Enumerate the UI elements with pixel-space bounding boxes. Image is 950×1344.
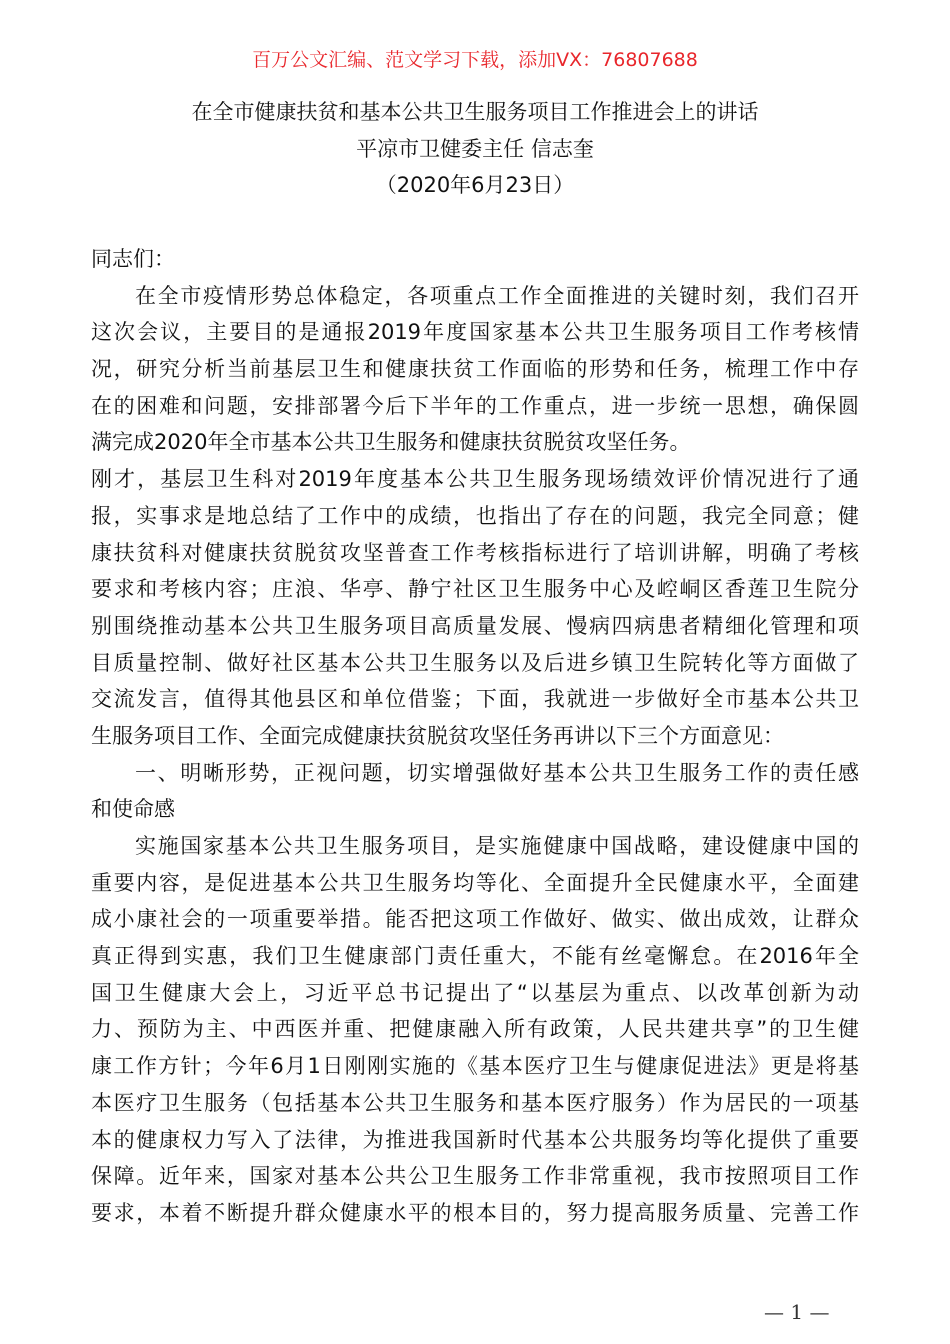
text-line: 实施国家基本公共卫生服务项目，是实施健康中国战略，建设健康中国的: [135, 834, 859, 858]
text-line: 真正得到实惠，我们卫生健康部门责任重大，不能有丝毫懈怠。在2016年全: [91, 944, 859, 969]
watermark-banner: 百万公文汇编、范文学习下载，添加VX：76807688: [252, 49, 698, 71]
text-line: 别围绕推动基本公共卫生服务项目高质量发展、慢病四病患者精细化管理和项: [91, 613, 859, 638]
text-line: 在全市疫情形势总体稳定，各项重点工作全面推进的关键时刻，我们召开: [135, 283, 859, 308]
page-number: — 1 —: [764, 1300, 830, 1324]
text-line: 国卫生健康大会上，习近平总书记提出了“以基层为重点、以改革创新为动: [91, 980, 859, 1005]
document-body: [91, 241, 859, 1232]
text-line: 况，研究分析当前基层卫生和健康扶贫工作面临的形势和任务，梳理工作中存: [91, 357, 859, 382]
paragraph: [91, 755, 859, 828]
text-line: 重要内容，是促进基本公共卫生服务均等化、全面提升全民健康水平，全面建: [91, 870, 859, 895]
text-line: 这次会议，主要目的是通报2019年度国家基本公共卫生服务项目工作考核情: [91, 320, 859, 345]
paragraph: [91, 828, 859, 1232]
text-line: 在的困难和问题，安排部署今后下半年的工作重点，进一步统一思想，确保圆: [91, 393, 859, 418]
text-line: 一、明晰形势，正视问题，切实增强做好基本公共卫生服务工作的责任感: [135, 760, 859, 785]
document-title: 在全市健康扶贫和基本公共卫生服务项目工作推进会上的讲话: [191, 100, 759, 124]
text-line: 本医疗卫生服务（包括基本公共卫生服务和基本医疗服务）作为居民的一项基: [91, 1090, 859, 1115]
text-line: 保障。近年来，国家对基本公共公卫生服务工作非常重视，我市按照项目工作: [91, 1164, 859, 1189]
document-author: 平凉市卫健委主任 信志奎: [356, 137, 594, 161]
paragraph: [91, 278, 859, 461]
text-line: 本的健康权力写入了法律，为推进我国新时代基本公共服务均等化提供了重要: [91, 1127, 859, 1152]
text-line: 生服务项目工作、全面完成健康扶贫脱贫攻坚任务再讲以下三个方面意见：: [91, 723, 784, 748]
text-line: 成小康社会的一项重要举措。能否把这项工作做好、做实、做出成效，让群众: [91, 907, 859, 932]
text-line: 交流发言，值得其他县区和单位借鉴；下面，我就进一步做好全市基本公共卫: [91, 687, 859, 712]
paragraph: [91, 461, 859, 755]
text-line: 报，实事求是地总结了工作中的成绩，也指出了存在的问题，我完全同意；健: [91, 503, 859, 528]
paragraph: [91, 241, 859, 278]
text-line: 康工作方针；今年6月1日刚刚实施的《基本医疗卫生与健康促进法》更是将基: [91, 1054, 859, 1079]
text-line: 力、预防为主、中西医并重、把健康融入所有政策，人民共建共享”的卫生健: [91, 1017, 859, 1042]
text-line: 和使命感: [91, 797, 175, 822]
text-line: 同志们：: [91, 247, 175, 271]
text-line: 刚才，基层卫生科对2019年度基本公共卫生服务现场绩效评价情况进行了通: [91, 467, 859, 492]
document-date: （2020年6月23日）: [375, 173, 575, 197]
text-line: 康扶贫科对健康扶贫脱贫攻坚普查工作考核指标进行了培训讲解，明确了考核: [91, 540, 859, 565]
text-line: 要求，本着不断提升群众健康水平的根本目的，努力提高服务质量、完善工作: [91, 1200, 859, 1225]
text-line: 要求和考核内容；庄浪、华亭、静宁社区卫生服务中心及崆峒区香莲卫生院分: [91, 577, 859, 602]
text-line: 目质量控制、做好社区基本公共卫生服务以及后进乡镇卫生院转化等方面做了: [91, 650, 859, 675]
text-line: 满完成2020年全市基本公共卫生服务和健康扶贫脱贫攻坚任务。: [91, 430, 691, 455]
